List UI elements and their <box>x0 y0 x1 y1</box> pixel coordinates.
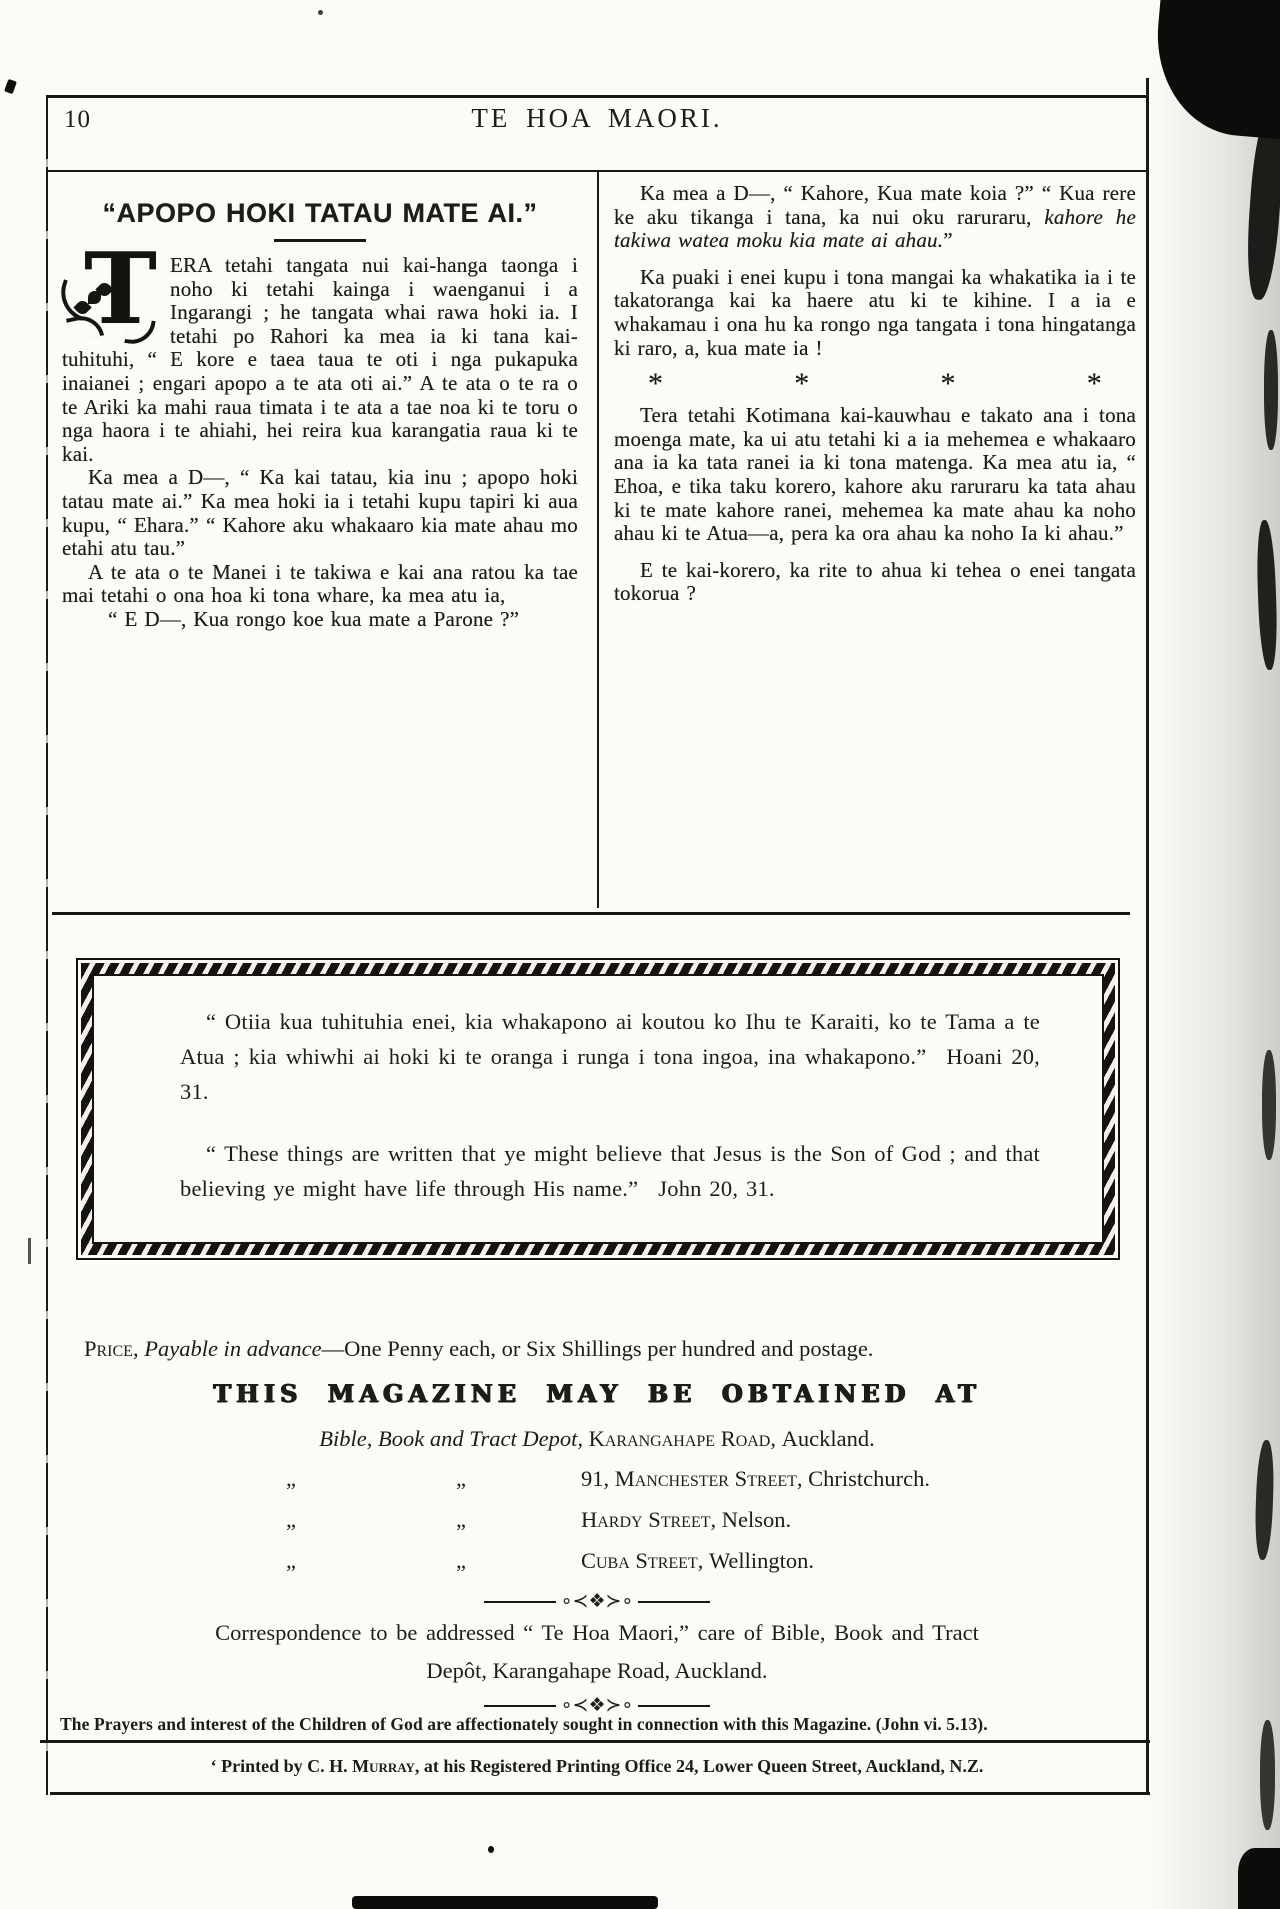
printer-imprint <box>46 1756 1148 1777</box>
paragraph-text: ERA tetahi tangata nui kai-hanga taonga i noho ki tetahi kainga i waenganui i a Ingarangi ; he tangata whai rawa hoki ia. I tetahi po Rahori ka mea ia ki tana kai-tuhituhi, “ E kore e taea taua te oti i nga pukapuka inaianei ; engari apopo a te ata oti ai.” A te ata o te ra o te Ariki ka mahi raua timata i te ata a tae noa ki te toru o nga haora i te ahiahi, hei reira kua karangatia raua ki te kai. <box>62 253 578 466</box>
paragraph-text: ” <box>943 228 953 253</box>
asterisk: * <box>794 367 810 401</box>
price-line <box>84 1336 1114 1362</box>
asterisk: * <box>648 367 664 401</box>
prayers-note: The Prayers and interest of the Children of God are affectionately sought in connection with this Magazine. (John vi. 5.13). <box>60 1714 988 1734</box>
paragraph: “ E D—, Kua rongo koe kua mate a Parone ?” <box>108 606 520 631</box>
scripture-quote-box <box>76 958 1120 1260</box>
depot-row <box>46 1550 1148 1572</box>
printer-text: ‘ Printed by C. H. <box>210 1756 353 1776</box>
scan-blotch <box>352 1896 658 1909</box>
divider-line <box>638 1601 710 1603</box>
scan-speck <box>488 1846 494 1853</box>
printer-name: Murray, <box>352 1756 420 1776</box>
page-number: 10 <box>64 106 91 133</box>
printer-text: at his Registered Printing Office 24, Lower Queen Street, Auckland, N.Z. <box>419 1756 984 1776</box>
ditto-mark: „ <box>456 1548 466 1573</box>
divider-ornament: ∘≺❖≻∘ <box>560 1590 634 1612</box>
column-divider-line <box>597 172 599 908</box>
paragraph: A te ata o te Manei i te takiwa e kai ana ratou ka tae mai tetahi o ona hoa ki tona whare, ka mea atu ia, <box>62 559 578 608</box>
depot-row <box>46 1509 1148 1531</box>
paragraph: Ka puaki i enei kupu i tona mangai ka whakatika ia i te takatoranga kai ka haere atu ki te kihine. I a ia e whakamau i ona hu ka rongo nga tangata i tona hingatanga ki raro, a, kua mate ia ! <box>614 264 1136 360</box>
depot-city: Auckland. <box>781 1426 875 1451</box>
quote-box-inner <box>92 974 1104 1244</box>
paragraph: Tera tetahi Kotimana kai-kauwhau e takato ana i tona moenga mate, ka ui atu tetahi ki a ia mehemea e whakaaro ana ia ka tata ranei ia ki tona matenga. Ka mea atu ia, “ Ehoa, e tika taku korero, kahore aku raruraru ka tata ahau ki te mate kahore ranei, mehemea ka mate ahau ka noho ahau ki te Atua—a, pera ka ora ahau ka noho Ia ki ahau.” <box>614 403 1136 546</box>
depot-list <box>46 1426 1148 1591</box>
italic-phrase: kahore he takiwa watea moku kia mate ai ahau. <box>614 204 1136 253</box>
depot-city: Wellington. <box>708 1548 815 1573</box>
asterisk: * <box>940 367 956 401</box>
price-terms-italic: Payable in advance <box>138 1336 322 1361</box>
scan-speck <box>318 10 323 15</box>
depot-city: Christchurch. <box>808 1466 930 1491</box>
ornamental-divider <box>46 1592 1148 1611</box>
maori-scripture <box>180 1004 1040 1109</box>
ditto-mark: „ <box>456 1466 466 1491</box>
headline-rule <box>274 239 366 242</box>
top-rule <box>46 95 1148 98</box>
scan-blotch <box>1264 330 1278 450</box>
scan-speck <box>4 79 17 94</box>
depot-street: Karangahape Road, <box>582 1426 782 1451</box>
paragraph: E te kai-korero, ka rite to ahua ki tehea o enei tangata tokorua ? <box>614 557 1136 606</box>
ditto-mark: „ <box>456 1507 466 1532</box>
ditto-mark: „ <box>286 1507 296 1532</box>
article-end-rule <box>52 912 1130 915</box>
asterisk: * <box>1086 367 1102 401</box>
ditto-mark: „ <box>286 1548 296 1573</box>
depot-row <box>46 1468 1148 1490</box>
correspondence-line: Depôt, Karangahape Road, Auckland. <box>426 1658 768 1683</box>
maori-scripture-text: “ Otiia kua tuhituhia enei, kia whakapono ai koutou ko Ihu te Karaiti, ko te Tama a te Atua ; kia whiwhi ai hoki ki te oranga i runga i tona ingoa, ina whakapono.” <box>180 1009 1040 1069</box>
page-title: TE HOA MAORI. <box>471 103 723 133</box>
paragraph <box>62 232 578 466</box>
article-headline: “APOPO HOKI TATAU MATE AI.” <box>102 198 538 228</box>
page-bottom-rule <box>50 1792 1150 1795</box>
prayers-bottom-rule <box>40 1740 1150 1743</box>
depot-street: Cuba Street, <box>581 1548 709 1573</box>
depot-city: Nelson. <box>721 1507 792 1532</box>
article-left-column <box>62 198 578 632</box>
price-text: —One Penny each, or Six Shillings per hundred and postage. <box>321 1336 874 1361</box>
scan-blotch <box>1262 1050 1276 1160</box>
asterisk-separator <box>614 369 1136 399</box>
depot-row <box>46 1426 1148 1452</box>
quote-box-ornamental-border <box>81 963 1115 1255</box>
scan-blotch <box>1238 1848 1280 1909</box>
divider-line <box>484 1705 556 1707</box>
english-scripture <box>180 1136 1040 1206</box>
divider-ornament: ∘≺❖≻∘ <box>560 1694 634 1716</box>
divider-line <box>484 1601 556 1603</box>
ditto-mark: „ <box>286 1466 296 1491</box>
scan-blotch <box>1260 1720 1275 1830</box>
depot-name-italic: Bible, Book and Tract Depot, <box>319 1426 583 1451</box>
obtained-heading: THIS MAGAZINE MAY BE OBTAINED AT <box>213 1379 981 1408</box>
dropcap-letter: T <box>84 232 158 347</box>
decorative-initial <box>62 232 158 347</box>
correspondence-line: Correspondence to be addressed “ Te Hoa Maori,” care of Bible, Book and Tract <box>215 1620 979 1645</box>
maori-scripture-reference: Hoani 20, 31. <box>180 1044 1040 1104</box>
english-scripture-text: “ These things are written that ye might believe that Jesus is the Son of God ; and that believing ye might have life through His name.” <box>180 1141 1040 1201</box>
depot-street: Hardy Street, <box>581 1507 722 1532</box>
paragraph <box>614 182 1136 253</box>
paragraph: Ka mea a D—, “ Ka kai tatau, kia inu ; apopo hoki tatau mate ai.” Ka mea hoki ia i tetahi kupu tapiri ki aua kupu, “ Ehara.” “ Kahore aku whakaaro kia mate ahau mo etahi atu tau.” <box>62 465 578 561</box>
paragraph-text: Ka mea a D—, “ Kahore, Kua mate koia ?” “ Kua rere ke aku tikanga i tana, ka nui oku raruraru, <box>614 181 1136 229</box>
ornamental-divider <box>46 1696 1148 1715</box>
depot-street: 91, Manchester Street, <box>581 1466 809 1491</box>
english-scripture-reference: John 20, 31. <box>658 1176 775 1201</box>
divider-line <box>638 1705 710 1707</box>
scan-speck <box>28 1238 31 1264</box>
price-label: Price, <box>84 1336 139 1361</box>
article-right-column <box>614 182 1136 606</box>
